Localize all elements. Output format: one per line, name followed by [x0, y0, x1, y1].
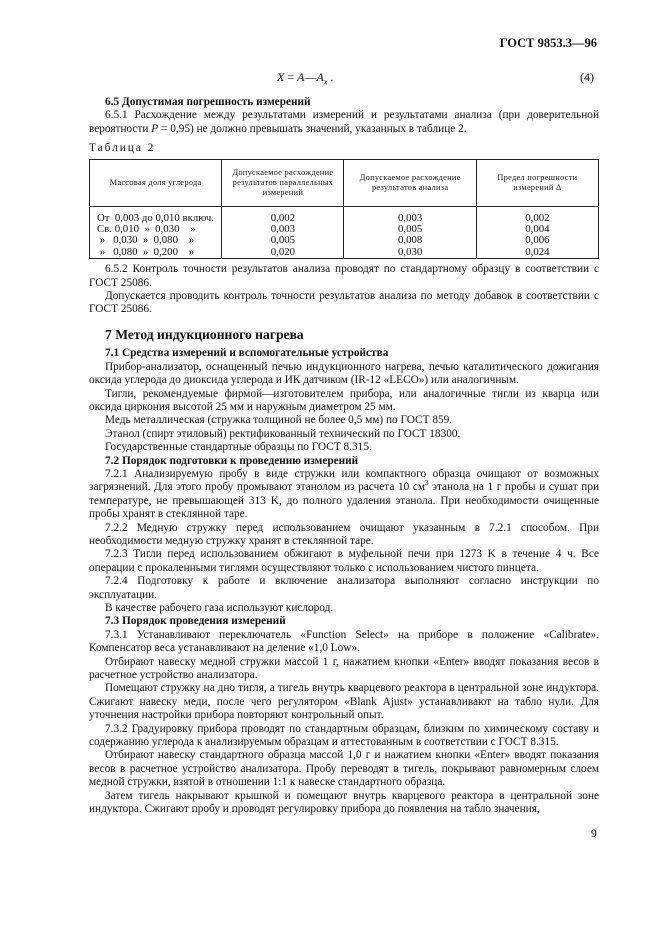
table-cell: От 0,003 до 0,010 включ. — [90, 213, 222, 224]
section-7-1-title: 7.1 Средства измерений и вспомогательные устройства — [105, 347, 389, 360]
table-cell: 0,003 — [344, 213, 476, 224]
table-header-row — [90, 159, 599, 206]
paragraph-7-2-1-part-b: этанола на 1 г пробы и сушат при температуре, не превышающей 313 K, до полного удаления этанола. При необходимости очищенные пробы хранят в стеклянной таре. — [89, 481, 600, 521]
table-2 — [89, 159, 599, 260]
paragraph-7-1-standards: Государственные стандартные образцы по ГОСТ 8.315. — [105, 441, 372, 454]
formula-tail: . — [327, 70, 334, 84]
formula-number: (4) — [580, 70, 594, 84]
paragraph-7-2-2: 7.2.2 Медную стружку перед использованием очищают указанным в 7.2.1 способом. При необходимости медную стружку хранят в стеклянной таре. — [89, 521, 599, 547]
formula-expression — [277, 70, 333, 85]
section-7-title: 7 Метод индукционного нагрева — [105, 326, 304, 342]
header-parallel-discrepancy: Допускаемое расхождение результатов параллельных измерений — [222, 159, 344, 206]
paragraph-7-3-2-sample: Отбирают навеску стандартного образца массой 1,0 г и нажатием кнопки «Enter» вводят показания весов в расчетное устройство анализатора. Пробу переводят в тигель, покрывают равномерным слоем медной стружки, взятой в отношении 1:1 к навеске стандартного образца. — [89, 749, 599, 789]
table-cell: Св. 0,010 » 0,030 » — [90, 224, 222, 235]
paragraph-7-3-2-burn: Затем тигель накрывают крышкой и помещают внутрь кварцевого реактора в центральной зоне индуктора. Сжигают пробу и проводят регулировку прибора до появления на табло значения, — [89, 789, 599, 816]
paragraph-7-2-4: 7.2.4 Подготовку к работе и включение анализатора выполняют согласно инструкции по эксплуатации. — [89, 575, 599, 601]
standard-header: ГОСТ 9853.3—96 — [499, 36, 597, 50]
table-caption: Таблица 2 — [89, 142, 156, 155]
superscript-3: 3 — [425, 479, 429, 488]
document-body — [89, 96, 599, 817]
table-cell: 0,002 — [222, 213, 344, 224]
paragraph-7-3-1: 7.3.1 Устанавливают переключатель «Function Select» на приборе в положение «Calibrate». Компенсатор веса устанавливают на деление «1,0 Low». — [89, 628, 599, 655]
table-row — [90, 247, 599, 259]
paragraph-7-3-2: 7.3.2 Градуировку прибора проводят по стандартным образцам, близким по химическому составу и содержанию углерода к анализируемым образцам и аттестованным в соответствии с ГОСТ 8.315. — [89, 722, 599, 749]
paragraph-7-3-1-weigh: Отбирают навеску медной стружки массой 1 г, нажатием кнопки «Enter» вводят показания весов в расчетное устройство анализатора. — [89, 655, 599, 682]
paragraph-7-1-ethanol: Этанол (спирт этиловый) ректификованный технический по ГОСТ 18300. — [105, 427, 461, 440]
section-6-5-title: 6.5 Допустимая погрешность измерений — [105, 96, 311, 108]
header-error-limit: Предел погрешности измерений Δ — [476, 159, 598, 206]
table-cell: 0,020 — [222, 247, 344, 259]
formula-ax-subscript: x — [323, 77, 328, 87]
table-cell: 0,006 — [476, 235, 598, 246]
table-cell: 0,030 — [344, 247, 476, 259]
paragraph-6-5-2-additions: Допускается проводить контроль точности результатов анализа по методу добавок в соответствии с ГОСТ 25086. — [89, 290, 599, 316]
section-7-2-title: 7.2 Порядок подготовки к проведению измерений — [105, 454, 359, 467]
table-cell: 0,024 — [476, 247, 598, 259]
table-cell: 0,003 — [222, 224, 344, 235]
header-carbon-fraction: Массовая доля углерода — [90, 159, 222, 206]
paragraph-7-1-copper: Медь металлическая (стружка толщиной не более 0,5 мм) по ГОСТ 859. — [105, 414, 453, 427]
paragraph-7-1-crucibles: Тигли, рекомендуемые фирмой—изготовителем прибора, или аналогичные тигли из кварца или оксида циркония высотой 25 мм и наружным диаметром 25 мм. — [89, 387, 599, 413]
table-cell: » 0,080 » 0,200 » — [90, 247, 222, 259]
table-cell: 0,005 — [344, 224, 476, 235]
page-number: 9 — [591, 828, 597, 840]
formula-a: A — [297, 70, 305, 84]
paragraph-6-5-1-part-a: 6.5.1 Расхождение между результатами измерений и результатами анализа (при доверительной вероятности — [89, 109, 599, 135]
paragraph-6-5-1 — [89, 109, 599, 136]
paragraph-6-5-2: 6.5.2 Контроль точности результатов анализа проводят по стандартному образцу в соответствии с ГОСТ 25086. — [89, 263, 599, 289]
paragraph-7-2-1 — [89, 468, 599, 522]
paragraph-7-1-analyzer: Прибор-анализатор, оснащенный печью индукционного нагрева, печью каталитического дожигания оксида углерода до диоксида углерода и ИК датчиком (IR-12 «LECO») или аналогичным. — [89, 360, 599, 387]
formula-ax: A — [316, 70, 324, 84]
table-cell: 0,002 — [476, 213, 598, 224]
section-7-3-title: 7.3 Порядок проведения измерений — [105, 615, 286, 628]
table-cell: 0,008 — [344, 235, 476, 246]
header-analysis-discrepancy: Допускаемое расхождение результатов анализа — [344, 159, 476, 206]
table-cell: » 0,030 » 0,080 » — [90, 235, 222, 246]
paragraph-7-2-1-part-a: 7.2.1 Анализируемую пробу в виде стружки или компактного образца очищают от возможных загрязнений. Для этого пробу промывают этанолом из расчета 10 см — [89, 467, 599, 494]
table-cell: 0,005 — [222, 235, 344, 246]
formula-lhs: X — [277, 70, 285, 84]
formula-minus: — — [304, 70, 317, 84]
paragraph-6-5-1-part-b: = 0,95) не должно превышать значений, указанных в таблице 2. — [158, 122, 467, 135]
variable-p: P — [151, 122, 159, 135]
paragraph-7-2-gas: В качестве рабочего газа используют кислород. — [105, 602, 334, 614]
paragraph-7-2-3: 7.2.3 Тигли перед использованием обжигают в муфельной печи при 1273 K в течение 4 ч. Все операции с прокаленными тиглями осуществляют только с использованием чистого пинцета. — [89, 548, 599, 574]
table-cell: 0,004 — [476, 224, 598, 235]
paragraph-7-3-1-blank: Помещают стружку на дно тигля, а тигель внутрь кварцевого реактора в центральной зоне индуктора. Сжигают навеску меди, после чего регулятором «Blank Ajust» устанавливают на табло нули. Для уточнения настройки прибора повторяют контрольный опыт. — [89, 682, 599, 722]
formula-eq: = — [284, 70, 298, 84]
